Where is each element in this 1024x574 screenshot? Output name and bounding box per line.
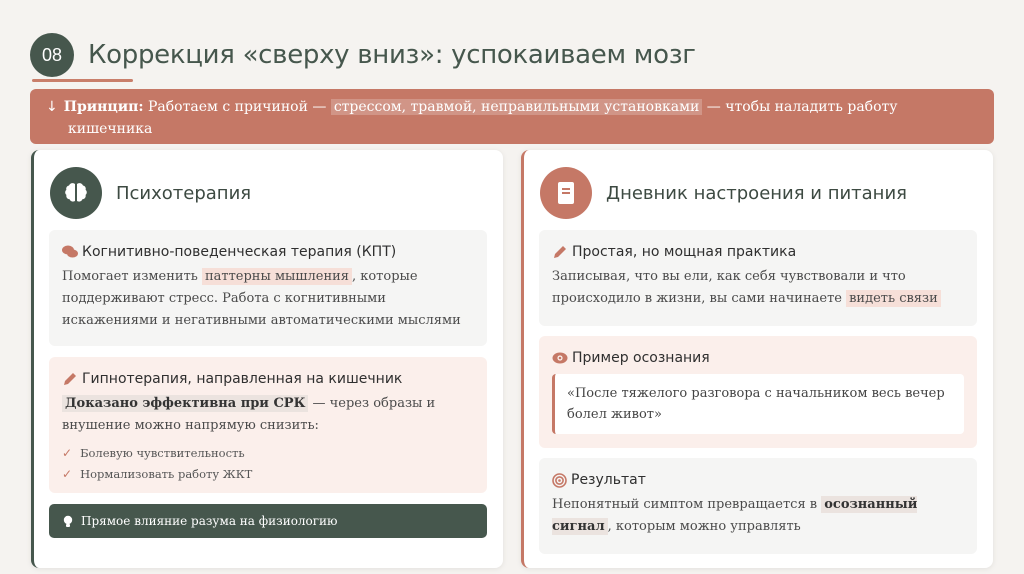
example-quote: «После тяжелого разговора с начальником весь вечер болел живот» (552, 374, 964, 434)
hypnotherapy-title: Гипнотерапия, направленная на кишечник (82, 371, 403, 387)
notebook-icon (540, 167, 592, 219)
result-text-after: , которым можно управлять (607, 519, 801, 534)
slide-header (30, 30, 696, 80)
list-item (62, 443, 474, 464)
result-text (552, 494, 964, 538)
cbt-title-row (62, 244, 474, 260)
chat-bubbles-icon (62, 245, 78, 259)
example-title: Пример осознания (572, 350, 710, 366)
result-highlight: осознанный сигнал (552, 497, 918, 534)
principle-text-after: — чтобы наладить работу (702, 99, 898, 115)
diary-title: Дневник настроения и питания (606, 182, 907, 204)
practice-title: Простая, но мощная практика (572, 244, 797, 260)
diary-card (521, 150, 993, 568)
principle-label: Принцип: (63, 99, 144, 115)
cbt-text-after: , которые поддерживают стресс. Работа с когнитивными искажениями и негативными автоматическими мыслями (62, 269, 461, 328)
slide-title: Коррекция «сверху вниз»: успокаиваем мозг (88, 40, 696, 70)
diary-header (540, 168, 907, 218)
eye-icon (552, 352, 568, 364)
cbt-text (62, 266, 474, 332)
list-item (62, 464, 474, 485)
check-icon: ✓ (62, 467, 73, 481)
psychotherapy-title: Психотерапия (116, 182, 252, 204)
example-title-row (552, 350, 964, 366)
hypnotherapy-title-row (62, 371, 474, 387)
mind-physiology-bar (49, 504, 487, 538)
result-box (539, 458, 977, 554)
slide-number-badge: 08 (30, 33, 74, 77)
hypnotherapy-highlight: Доказано эффективна при СРК (62, 395, 308, 412)
check-label: Нормализовать работу ЖКТ (80, 467, 253, 481)
cbt-box (49, 230, 487, 346)
title-underline (32, 79, 133, 82)
example-box (539, 336, 977, 448)
psychotherapy-header (50, 168, 251, 218)
hypnotherapy-checklist (62, 443, 474, 485)
practice-title-row (552, 244, 964, 260)
psychotherapy-card (31, 150, 503, 568)
target-icon (552, 473, 567, 488)
pencil-icon (62, 371, 78, 387)
pencil-icon (552, 244, 568, 260)
hypnotherapy-text-after: — через образы и внушение можно напрямую снизить: (62, 396, 436, 433)
result-title: Результат (571, 472, 646, 488)
cbt-text-before: Помогает изменить (62, 269, 202, 284)
practice-text-before: Записывая, что вы ели, как себя чувствовали и что происходило в жизни, вы сами начинаете (552, 269, 906, 306)
lightbulb-icon (63, 515, 73, 528)
result-title-row (552, 472, 964, 488)
check-icon: ✓ (62, 446, 73, 460)
principle-banner (30, 89, 994, 144)
principle-text-before: Работаем с причиной — (143, 99, 331, 115)
arrow-down-icon: ↓ (46, 99, 58, 115)
cbt-title: Когнитивно-поведенческая терапия (КПТ) (82, 244, 397, 260)
practice-highlight: видеть связи (846, 290, 941, 307)
cbt-highlight: паттерны мышления (202, 268, 352, 285)
practice-box (539, 230, 977, 326)
principle-line2: кишечника (68, 121, 153, 137)
hypnotherapy-box (49, 357, 487, 493)
brain-icon (50, 167, 102, 219)
check-label: Болевую чувствительность (80, 446, 245, 460)
mind-physiology-text: Прямое влияние разума на физиологию (81, 514, 338, 528)
hypnotherapy-text (62, 393, 474, 437)
principle-highlight: стрессом, травмой, неправильными установками (331, 99, 702, 115)
practice-text (552, 266, 964, 310)
result-text-before: Непонятный симптом превращается в (552, 497, 822, 512)
